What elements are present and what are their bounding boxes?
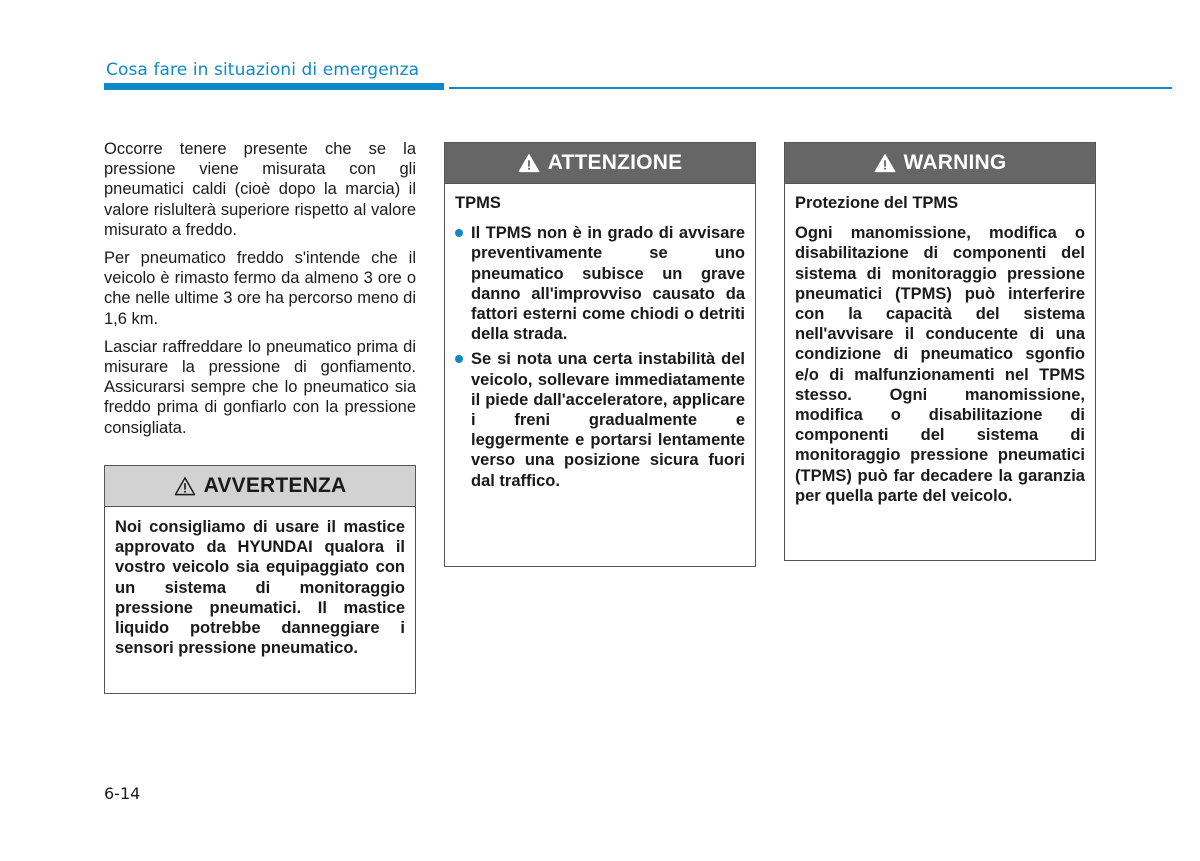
body-paragraph: Lasciar raffreddare lo pneumatico prima di misurare la pressione di gonfiamento. Assicurarsi sempre che lo pneumatico sia freddo prima di gonfiarlo con la pressione consigliata. <box>104 337 416 437</box>
bullet-dot-icon <box>455 355 463 363</box>
header-rule-thin <box>449 87 1172 89</box>
attenzione-bullet-list <box>455 223 745 491</box>
header-rule-thick <box>104 83 444 90</box>
warning-triangle-filled-icon <box>518 153 540 173</box>
bullet-text: Il TPMS non è in grado di avvisare preventivamente se uno pneumatico subisce un grave danno all'improvviso causato da fattori esterni come chiodi o detriti della strada. <box>471 224 745 344</box>
warning-text: Ogni manomissione, modifica o disabilitazione di componenti del sistema di monitoraggio pressione pneumatici (TPMS) può interferire con la capacità del sistema nell'avvisare il conducente di una condizione di pneumatico sgonfio e/o di malfunzionamenti nel TPMS stesso. Ogni manomissione, modifica o disabilitazione di componenti del sistema di monitoraggio pressione pneumatici (TPMS) può far decadere la garanzia per quella parte del veicolo. <box>795 224 1085 505</box>
avvertenza-text: Noi consigliamo di usare il mastice approvato da HYUNDAI qualora il vostro veicolo sia equipaggiato con un sistema di monitoraggio pressione pneumatici. Il mastice liquido potrebbe danneggiare i sensori pressione pneumatico. <box>115 518 405 658</box>
body-paragraph: Per pneumatico freddo s'intende che il veicolo è rimasto fermo da almeno 3 ore o che nelle ultime 3 ore ha percorso meno di 1,6 km. <box>104 249 416 328</box>
avvertenza-header <box>105 466 415 507</box>
avvertenza-title: AVVERTENZA <box>203 474 347 497</box>
warning-subheading: Protezione del TPMS <box>795 194 959 212</box>
warning-header <box>785 143 1095 184</box>
avvertenza-box <box>104 465 416 694</box>
attenzione-box <box>444 142 756 567</box>
attenzione-body <box>445 184 755 508</box>
bullet-text: Se si nota una certa instabilità del veicolo, sollevare immediatamente il piede dall'acceleratore, applicare i freni gradualmente e leggermente e portarsi lentamente verso una posizione sicura fuori dal traffico. <box>471 350 745 490</box>
attenzione-subheading: TPMS <box>455 194 501 212</box>
body-paragraph: Occorre tenere presente che se la pressione viene misurata con gli pneumatici caldi (cioè dopo la marcia) il valore rislulterà superiore rispetto al valore misurato a freddo. <box>104 140 416 239</box>
warning-body <box>785 184 1095 518</box>
section-title: Cosa fare in situazioni di emergenza <box>106 60 420 80</box>
page-number: 6-14 <box>104 784 141 803</box>
left-column <box>104 139 416 446</box>
warning-box <box>784 142 1096 561</box>
bullet-dot-icon <box>455 229 463 237</box>
warning-title: WARNING <box>903 151 1007 174</box>
attenzione-header <box>445 143 755 184</box>
list-item <box>455 349 745 490</box>
warning-triangle-filled-icon <box>874 153 896 173</box>
attenzione-title: ATTENZIONE <box>547 151 683 174</box>
list-item <box>455 223 745 344</box>
warning-triangle-outline-icon <box>174 476 196 496</box>
